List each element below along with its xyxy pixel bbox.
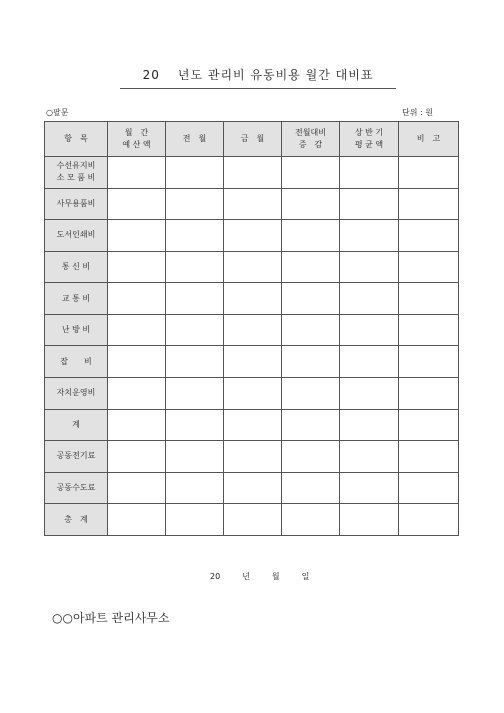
budget-comparison-table (44, 121, 459, 536)
data-cell[interactable] (108, 188, 166, 220)
table-row (45, 314, 459, 346)
row-label: 자치운영비 (45, 378, 108, 410)
data-cell[interactable] (282, 220, 340, 252)
table-row (45, 441, 459, 473)
data-cell[interactable] (282, 409, 340, 441)
table-row (45, 346, 459, 378)
row-label: 난 방 비 (45, 314, 108, 346)
data-cell[interactable] (166, 472, 224, 504)
data-cell[interactable] (166, 157, 224, 189)
data-cell[interactable] (224, 283, 282, 315)
data-cell[interactable] (282, 441, 340, 473)
header-item: 항 목 (45, 122, 108, 157)
data-cell[interactable] (224, 378, 282, 410)
row-label: 공동수도료 (45, 472, 108, 504)
data-cell[interactable] (224, 314, 282, 346)
table-row (45, 188, 459, 220)
data-cell[interactable] (224, 220, 282, 252)
title-year: 20 (142, 68, 160, 82)
row-label: 수선유지비 소 모 품 비 (45, 157, 108, 189)
data-cell[interactable] (399, 188, 459, 220)
data-cell[interactable] (282, 251, 340, 283)
header-remarks: 비 고 (399, 122, 459, 157)
data-cell[interactable] (224, 188, 282, 220)
data-cell[interactable] (282, 378, 340, 410)
data-cell[interactable] (108, 472, 166, 504)
unit-label: 단위 : 원 (402, 108, 433, 117)
table-row (45, 504, 459, 536)
data-cell[interactable] (340, 220, 399, 252)
data-cell[interactable] (108, 409, 166, 441)
data-cell[interactable] (340, 157, 399, 189)
data-cell[interactable] (108, 283, 166, 315)
data-cell[interactable] (399, 441, 459, 473)
data-cell[interactable] (108, 251, 166, 283)
row-label: 도서인쇄비 (45, 220, 108, 252)
data-cell[interactable] (340, 472, 399, 504)
data-cell[interactable] (282, 504, 340, 536)
data-cell[interactable] (399, 283, 459, 315)
data-cell[interactable] (166, 378, 224, 410)
data-cell[interactable] (166, 314, 224, 346)
data-cell[interactable] (224, 251, 282, 283)
date-day-unit: 일 (301, 572, 310, 581)
data-cell[interactable] (340, 346, 399, 378)
data-cell[interactable] (340, 409, 399, 441)
data-cell[interactable] (166, 188, 224, 220)
row-label: 계 (45, 409, 108, 441)
date-year: 20 (210, 572, 221, 581)
data-cell[interactable] (399, 378, 459, 410)
data-cell[interactable] (166, 283, 224, 315)
data-cell[interactable] (108, 314, 166, 346)
data-cell[interactable] (399, 157, 459, 189)
row-label: 통 신 비 (45, 251, 108, 283)
date-month-unit: 월 (271, 572, 280, 581)
data-cell[interactable] (108, 157, 166, 189)
data-cell[interactable] (166, 251, 224, 283)
data-cell[interactable] (399, 409, 459, 441)
department-label: ○팔문 (46, 108, 69, 117)
data-cell[interactable] (224, 504, 282, 536)
data-cell[interactable] (282, 314, 340, 346)
data-cell[interactable] (340, 504, 399, 536)
row-label: 잡 비 (45, 346, 108, 378)
data-cell[interactable] (399, 251, 459, 283)
data-cell[interactable] (108, 441, 166, 473)
data-cell[interactable] (282, 283, 340, 315)
header-half-year-average: 상 반 기 평 균 액 (340, 122, 399, 157)
header-current-month: 금 월 (224, 122, 282, 157)
data-cell[interactable] (282, 346, 340, 378)
data-cell[interactable] (399, 504, 459, 536)
date-year-unit: 년 (242, 572, 250, 581)
row-label: 총 계 (45, 504, 108, 536)
data-cell[interactable] (108, 220, 166, 252)
data-cell[interactable] (282, 157, 340, 189)
data-cell[interactable] (224, 441, 282, 473)
document-title (120, 66, 396, 89)
header-row (45, 122, 459, 157)
data-cell[interactable] (166, 409, 224, 441)
data-cell[interactable] (166, 504, 224, 536)
header-change-vs-previous: 전월대비 증 감 (282, 122, 340, 157)
header-monthly-budget: 월 간 예 산 액 (108, 122, 166, 157)
table-row (45, 378, 459, 410)
table-row (45, 251, 459, 283)
data-cell[interactable] (166, 441, 224, 473)
data-cell[interactable] (399, 314, 459, 346)
data-cell[interactable] (399, 346, 459, 378)
data-cell[interactable] (340, 283, 399, 315)
row-label: 공동전기료 (45, 441, 108, 473)
data-cell[interactable] (340, 378, 399, 410)
data-cell[interactable] (340, 251, 399, 283)
office-name: ○○아파트 관리사무소 (52, 611, 170, 625)
table-row (45, 472, 459, 504)
row-label: 사무용품비 (45, 188, 108, 220)
data-cell[interactable] (282, 188, 340, 220)
data-cell[interactable] (282, 472, 340, 504)
header-previous-month: 전 월 (166, 122, 224, 157)
table-row (45, 409, 459, 441)
table-row (45, 220, 459, 252)
data-cell[interactable] (340, 314, 399, 346)
title-text: 년도 관리비 유동비용 월간 대비표 (177, 68, 374, 82)
document-date (210, 571, 331, 582)
data-cell[interactable] (224, 409, 282, 441)
table-row (45, 157, 459, 189)
data-cell[interactable] (340, 441, 399, 473)
data-cell[interactable] (224, 346, 282, 378)
data-cell[interactable] (224, 472, 282, 504)
data-cell[interactable] (108, 504, 166, 536)
data-cell[interactable] (108, 378, 166, 410)
data-cell[interactable] (166, 346, 224, 378)
data-cell[interactable] (166, 220, 224, 252)
data-cell[interactable] (224, 157, 282, 189)
table-row (45, 283, 459, 315)
data-cell[interactable] (340, 188, 399, 220)
row-label: 교 통 비 (45, 283, 108, 315)
data-cell[interactable] (108, 346, 166, 378)
data-cell[interactable] (399, 472, 459, 504)
data-cell[interactable] (399, 220, 459, 252)
